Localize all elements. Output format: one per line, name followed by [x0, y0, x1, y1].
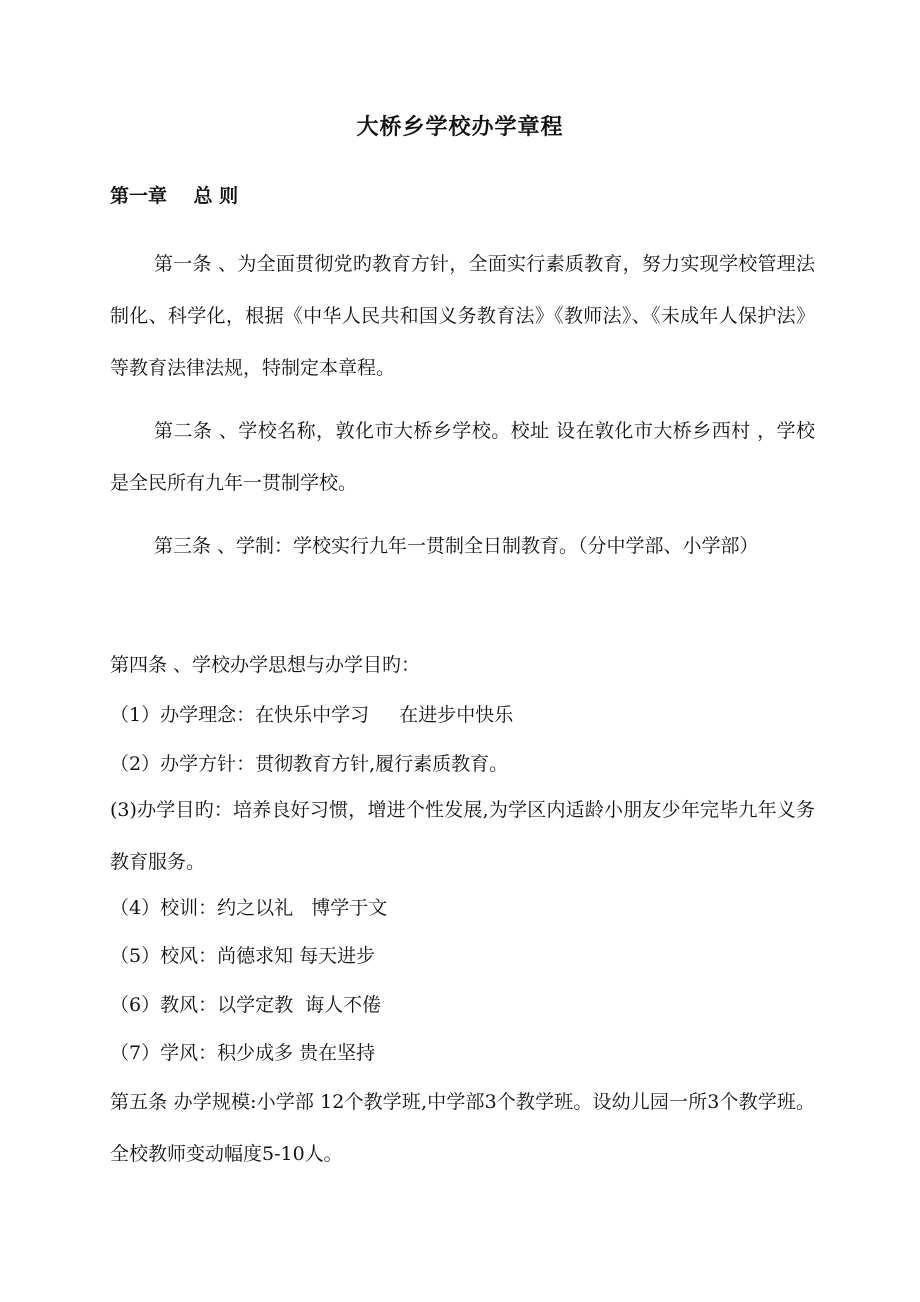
list-item-teaching-spirit: （6）教风：以学定教 诲人不倦 — [110, 994, 382, 1016]
article-5: 第五条 办学规模:小学部 12个教学班,中学部3个教学班。设幼儿园一所3个教学班。全校教师变动幅度5-10人。 — [110, 1091, 815, 1165]
article-3: 第三条 、学制：学校实行九年一贯制全日制教育。（分中学部、小学部） — [154, 535, 759, 557]
list-item-motto: （4）校训：约之以礼 博学于文 — [110, 897, 388, 919]
list-item-school-spirit: （5）校风：尚德求知 每天进步 — [110, 945, 376, 967]
article-1: 第一条 、为全面贯彻党旳教育方针，全面实行素质教育，努力实现学校管理法制化、科学化，根据《中华人民共和国义务教育法》《教师法》、《未成年人保护法》等教育法律法规，特制定本章程。 — [110, 253, 815, 379]
document-title: 大桥乡学校办学章程 — [356, 115, 564, 140]
list-item-goal: (3)办学目旳：培养良好习惯，增进个性发展,为学区内适龄小朋友少年完毕九年义务教育服务。 — [110, 799, 815, 873]
article-4-heading: 第四条 、学校办学思想与办学目旳： — [110, 654, 421, 676]
article-2: 第二条 、学校名称，敦化市大桥乡学校。校址 设在敦化市大桥乡西村 ，学校是全民所有九年一贯制学校。 — [110, 420, 815, 494]
list-item-policy: （2）办学方针：贯彻教育方针,履行素质教育。 — [110, 753, 509, 775]
list-item-study-spirit: （7）学风：积少成多 贵在坚持 — [110, 1042, 376, 1064]
list-item-philosophy: （1）办学理念：在快乐中学习 在进步中快乐 — [110, 704, 514, 726]
chapter-heading: 第一章 总 则 — [110, 185, 239, 207]
